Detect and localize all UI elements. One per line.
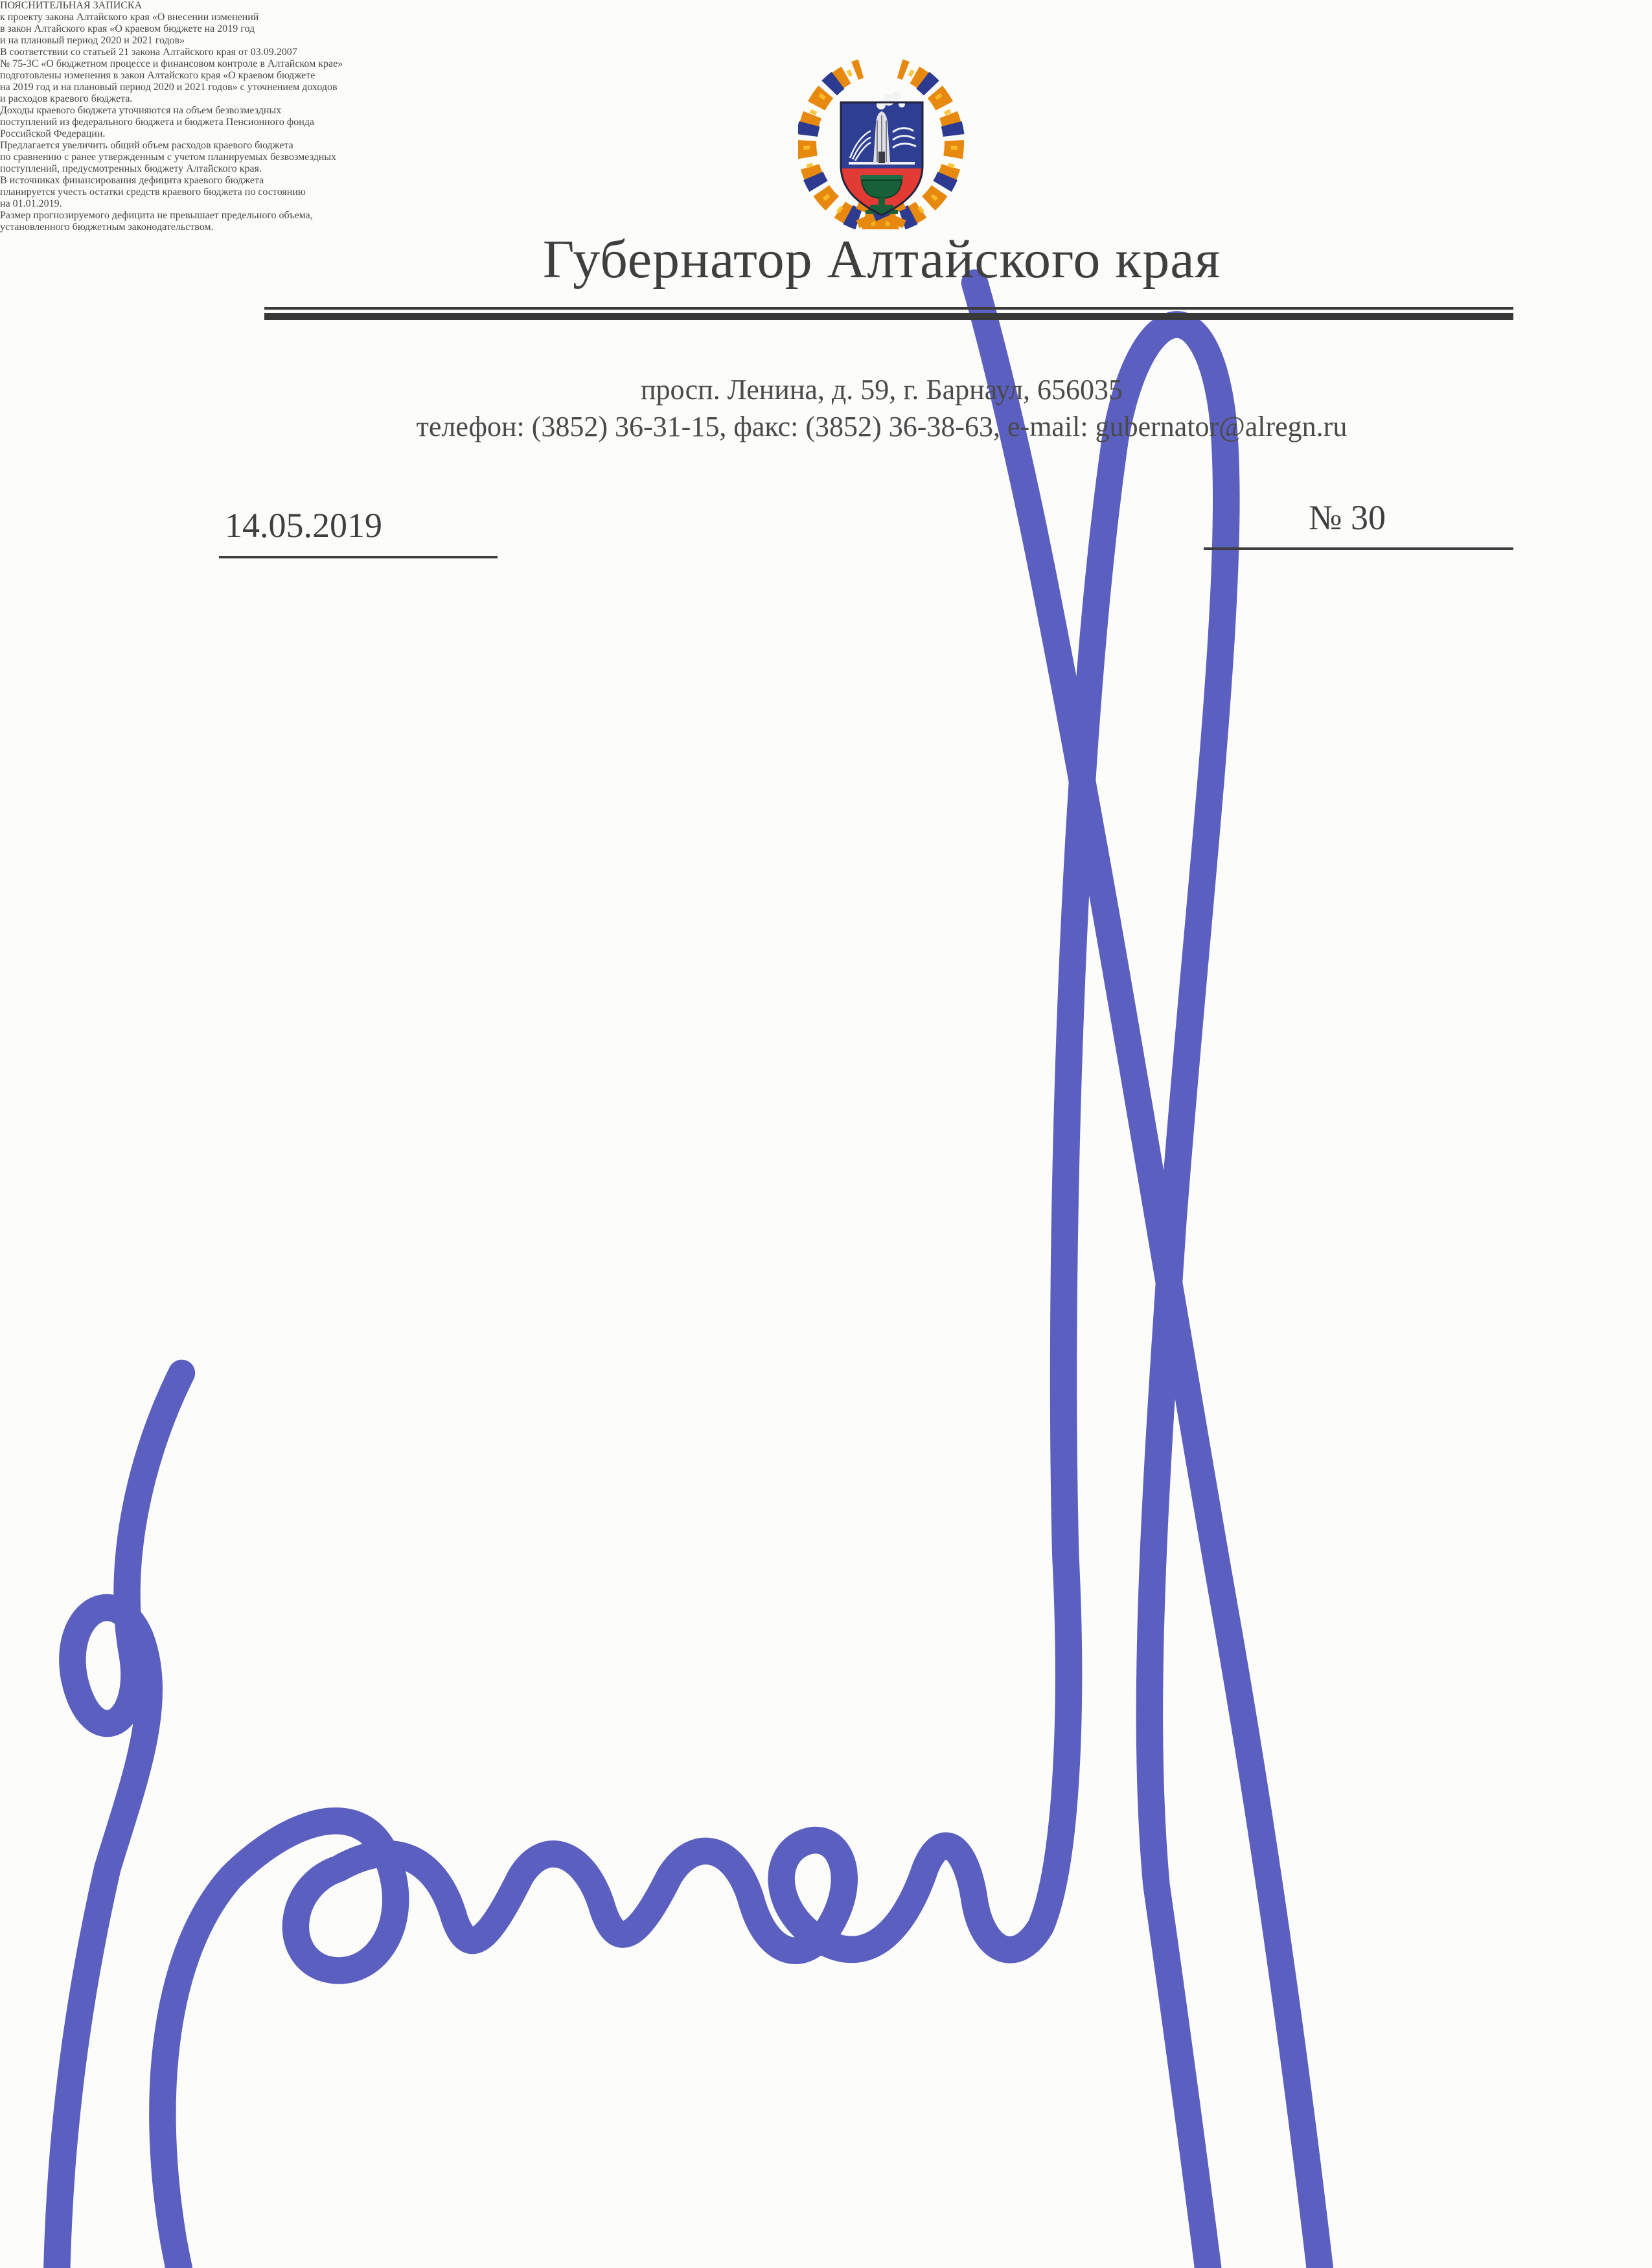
date-value: 14.05.2019	[225, 506, 382, 545]
body-line: Предлагается увеличить общий объем расходов краевого бюджета	[0, 140, 293, 151]
letterhead-rule-thick	[264, 313, 1513, 320]
body-line: подготовлены изменения в закон Алтайского края «О краевом бюджете	[0, 70, 315, 81]
body-line: и расходов краевого бюджета.	[0, 93, 133, 104]
letterhead-rule-thin	[264, 307, 1513, 310]
body-line: установленного бюджетным законодательством.	[0, 222, 214, 233]
doc-title-block	[0, 0, 1652, 47]
body-line: № 75-ЗС «О бюджетном процессе и финансовом контроле в Алтайском крае»	[0, 58, 343, 69]
pink-ink-blot-artifact	[775, 515, 789, 534]
address-line-2: телефон: (3852) 36-31-15, факс: (3852) 36-38-63, e-mail: gubernator@alregn.ru	[416, 411, 1348, 442]
doc-title-line: и на плановый период 2020 и 2021 годов»	[0, 35, 185, 46]
body-line: поступлений из федерального бюджета и бюджета Пенсионного фонда	[0, 117, 315, 128]
address-line-1: просп. Ленина, д. 59, г. Барнаул, 656035	[640, 374, 1123, 406]
body-line: В источниках финансирования дефицита краевого бюджета	[0, 175, 264, 186]
body-line: Российской Федерации.	[0, 128, 106, 139]
doc-title-line: в закон Алтайского края «О краевом бюджете на 2019 год	[0, 23, 255, 34]
doc-title-line: к проекту закона Алтайского края «О внесении изменений	[0, 12, 259, 23]
date-underline	[219, 556, 498, 558]
doc-number-underline	[1204, 547, 1513, 550]
doc-title-line: ПОЯСНИТЕЛЬНАЯ ЗАПИСКА	[0, 0, 143, 11]
body-line: В соответствии со статьей 21 закона Алтайского края от 03.09.2007	[0, 47, 297, 58]
body-line: Размер прогнозируемого дефицита не превышает предельного объема,	[0, 210, 313, 221]
body-line: Доходы краевого бюджета уточняются на объем безвозмездных	[0, 105, 282, 116]
altai-krai-coat-of-arms-icon	[798, 54, 965, 229]
org-title: Губернатор Алтайского края	[542, 229, 1221, 290]
body-line: планируется учесть остатки средств краевого бюджета по состоянию	[0, 187, 306, 198]
doc-number-value: № 30	[1309, 498, 1386, 537]
body-line: по сравнению с ранее утвержденным с учетом планируемых безвозмездных	[0, 152, 337, 163]
body-line: поступлений, предусмотренных бюджету Алтайского края.	[0, 163, 262, 174]
body-line: на 01.01.2019.	[0, 198, 62, 209]
body-line: на 2019 год и на плановый период 2020 и 2021 годов» с уточнением доходов	[0, 82, 338, 93]
